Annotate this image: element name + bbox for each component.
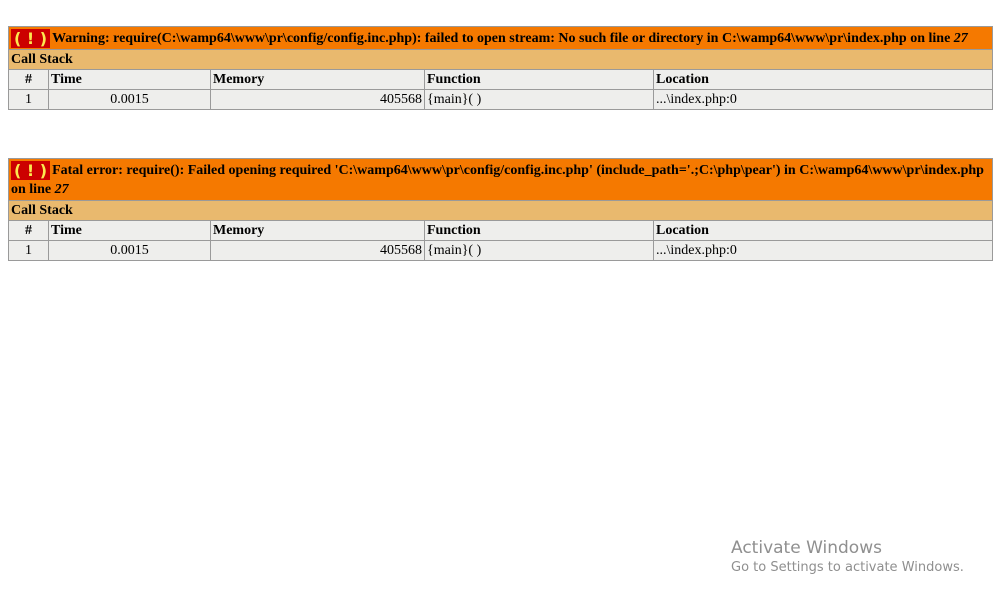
row-function: {main}( )	[425, 90, 654, 110]
call-stack-header-row	[9, 70, 993, 90]
col-header-time: Time	[49, 70, 211, 90]
row-memory: 405568	[211, 90, 425, 110]
error-message-row	[9, 27, 993, 50]
exclamation-icon: ( ! )	[11, 161, 50, 180]
row-time: 0.0015	[49, 90, 211, 110]
col-header-memory: Memory	[211, 70, 425, 90]
exclamation-icon: ( ! )	[11, 29, 50, 48]
row-num: 1	[9, 90, 49, 110]
col-header-memory: Memory	[211, 221, 425, 241]
warning-error-table	[8, 26, 993, 110]
row-location: ...\index.php:0	[654, 241, 993, 261]
call-stack-header-row	[9, 221, 993, 241]
activate-windows-watermark	[731, 537, 964, 577]
row-memory: 405568	[211, 241, 425, 261]
col-header-num: #	[9, 221, 49, 241]
row-location: ...\index.php:0	[654, 90, 993, 110]
watermark-subtitle: Go to Settings to activate Windows.	[731, 560, 964, 575]
row-time: 0.0015	[49, 241, 211, 261]
table-row	[9, 241, 993, 261]
col-header-location: Location	[654, 70, 993, 90]
col-header-location: Location	[654, 221, 993, 241]
error-message	[9, 159, 993, 201]
fatal-error-table	[8, 158, 993, 261]
error-message-text: Warning: require(C:\wamp64\www\pr\config/config.inc.php): failed to open stream: No such file or directory in C:\wamp64\www\pr\index.php on line	[52, 31, 951, 46]
watermark-title: Activate Windows	[731, 538, 882, 558]
call-stack-title: Call Stack	[9, 201, 993, 221]
row-num: 1	[9, 241, 49, 261]
row-function: {main}( )	[425, 241, 654, 261]
col-header-function: Function	[425, 221, 654, 241]
error-line-number: 27	[54, 182, 69, 197]
error-message-text: Fatal error: require(): Failed opening required 'C:\wamp64\www\pr\config/config.inc.php' (include_path='.;C:\php\pear') in C:\wamp64\www\pr\index.php on line	[11, 163, 984, 197]
col-header-num: #	[9, 70, 49, 90]
call-stack-title-row	[9, 50, 993, 70]
call-stack-title: Call Stack	[9, 50, 993, 70]
call-stack-title-row	[9, 201, 993, 221]
col-header-function: Function	[425, 70, 654, 90]
error-message-row	[9, 159, 993, 201]
col-header-time: Time	[49, 221, 211, 241]
table-row	[9, 90, 993, 110]
error-message	[9, 27, 993, 50]
error-line-number: 27	[953, 31, 968, 46]
